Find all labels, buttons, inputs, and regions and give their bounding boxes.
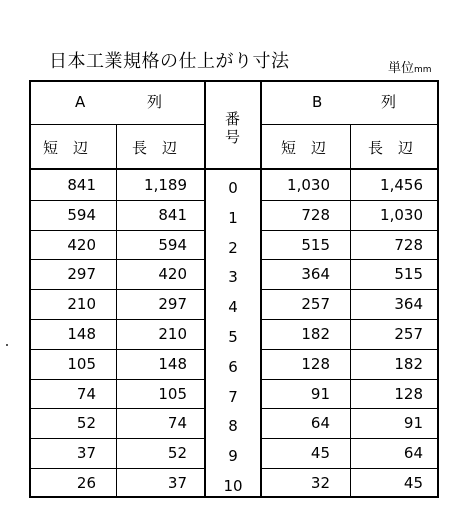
row-separator xyxy=(29,468,205,469)
cell-b-long: 64 xyxy=(403,444,423,462)
cell-number: 10 xyxy=(223,477,243,495)
row-separator xyxy=(260,289,439,290)
cell-a-long: 105 xyxy=(158,385,187,403)
row-separator xyxy=(29,259,205,260)
cell-number: 0 xyxy=(228,179,238,197)
cell-a-long: 297 xyxy=(158,295,187,313)
b-series-word: 列 xyxy=(381,93,397,111)
row-separator xyxy=(29,349,205,350)
unit-label xyxy=(388,57,432,76)
cell-b-short: 1,030 xyxy=(287,176,330,194)
cell-b-long: 1,456 xyxy=(380,176,423,194)
unit-mm: mm xyxy=(414,65,432,75)
cell-b-long: 1,030 xyxy=(380,206,423,224)
series-subheader-line-b xyxy=(260,124,439,125)
cell-number: 3 xyxy=(228,268,238,286)
cell-a-short: 105 xyxy=(67,355,96,373)
b-short-side-header: 短 辺 xyxy=(281,139,327,157)
cell-b-long: 515 xyxy=(394,265,423,283)
row-separator xyxy=(260,349,439,350)
col-divider-a xyxy=(116,124,117,168)
row-separator xyxy=(29,200,205,201)
cell-number: 9 xyxy=(228,447,238,465)
cell-b-short: 182 xyxy=(301,325,330,343)
cell-a-short: 26 xyxy=(76,474,96,492)
cell-a-short: 148 xyxy=(67,325,96,343)
cell-a-short: 420 xyxy=(67,236,96,254)
cell-a-short: 74 xyxy=(76,385,96,403)
cell-number: 4 xyxy=(228,298,238,316)
cell-b-short: 91 xyxy=(310,385,330,403)
cell-number: 1 xyxy=(228,209,238,227)
row-separator xyxy=(29,438,205,439)
row-separator xyxy=(29,408,205,409)
cell-b-short: 32 xyxy=(310,474,330,492)
cell-a-long: 52 xyxy=(167,444,187,462)
cell-b-long: 45 xyxy=(403,474,423,492)
row-separator xyxy=(29,289,205,290)
row-separator xyxy=(260,408,439,409)
cell-b-short: 128 xyxy=(301,355,330,373)
number-label-line2: 号 xyxy=(225,128,241,146)
row-separator xyxy=(29,230,205,231)
header-bottom-line xyxy=(29,168,439,170)
cell-a-long: 594 xyxy=(158,236,187,254)
row-separator xyxy=(260,379,439,380)
cell-b-short: 257 xyxy=(301,295,330,313)
cell-number: 6 xyxy=(228,358,238,376)
cell-b-short: 364 xyxy=(301,265,330,283)
stray-mark xyxy=(6,344,8,346)
cell-a-long: 148 xyxy=(158,355,187,373)
cell-a-long: 37 xyxy=(167,474,187,492)
cell-b-short: 45 xyxy=(310,444,330,462)
number-label-line1: 番 xyxy=(225,110,241,128)
col-divider-b xyxy=(350,124,351,168)
cell-a-short: 297 xyxy=(67,265,96,283)
cell-a-short: 594 xyxy=(67,206,96,224)
a-series-letter: A xyxy=(75,93,86,111)
cell-a-short: 52 xyxy=(76,414,96,432)
a-long-side-header: 長 辺 xyxy=(132,139,178,157)
row-separator xyxy=(260,438,439,439)
page-title: 日本工業規格の仕上がり寸法 xyxy=(49,51,290,72)
cell-a-long: 210 xyxy=(158,325,187,343)
row-separator xyxy=(29,319,205,320)
cell-a-short: 37 xyxy=(76,444,96,462)
cell-a-short: 210 xyxy=(67,295,96,313)
cell-b-long: 128 xyxy=(394,385,423,403)
cell-number: 5 xyxy=(228,328,238,346)
cell-b-short: 64 xyxy=(310,414,330,432)
cell-a-long: 1,189 xyxy=(144,176,187,194)
a-short-side-header: 短 辺 xyxy=(43,139,89,157)
b-series-letter: B xyxy=(312,93,323,111)
cell-b-long: 257 xyxy=(394,325,423,343)
cell-b-long: 182 xyxy=(394,355,423,373)
cell-a-long: 841 xyxy=(158,206,187,224)
row-separator xyxy=(260,468,439,469)
b-long-side-header: 長 辺 xyxy=(368,139,414,157)
cell-a-short: 841 xyxy=(67,176,96,194)
row-separator xyxy=(260,200,439,201)
cell-b-short: 515 xyxy=(301,236,330,254)
cell-a-long: 74 xyxy=(167,414,187,432)
cell-b-long: 728 xyxy=(394,236,423,254)
a-series-word: 列 xyxy=(147,93,163,111)
cell-number: 2 xyxy=(228,239,238,257)
row-separator xyxy=(260,230,439,231)
row-separator xyxy=(29,379,205,380)
cell-b-short: 728 xyxy=(301,206,330,224)
row-separator xyxy=(260,319,439,320)
cell-b-long: 91 xyxy=(403,414,423,432)
row-separator xyxy=(260,259,439,260)
series-subheader-line-a xyxy=(29,124,205,125)
cell-a-long: 420 xyxy=(158,265,187,283)
cell-number: 7 xyxy=(228,388,238,406)
cell-number: 8 xyxy=(228,417,238,435)
cell-b-long: 364 xyxy=(394,295,423,313)
unit-text: 単位 xyxy=(388,61,415,76)
